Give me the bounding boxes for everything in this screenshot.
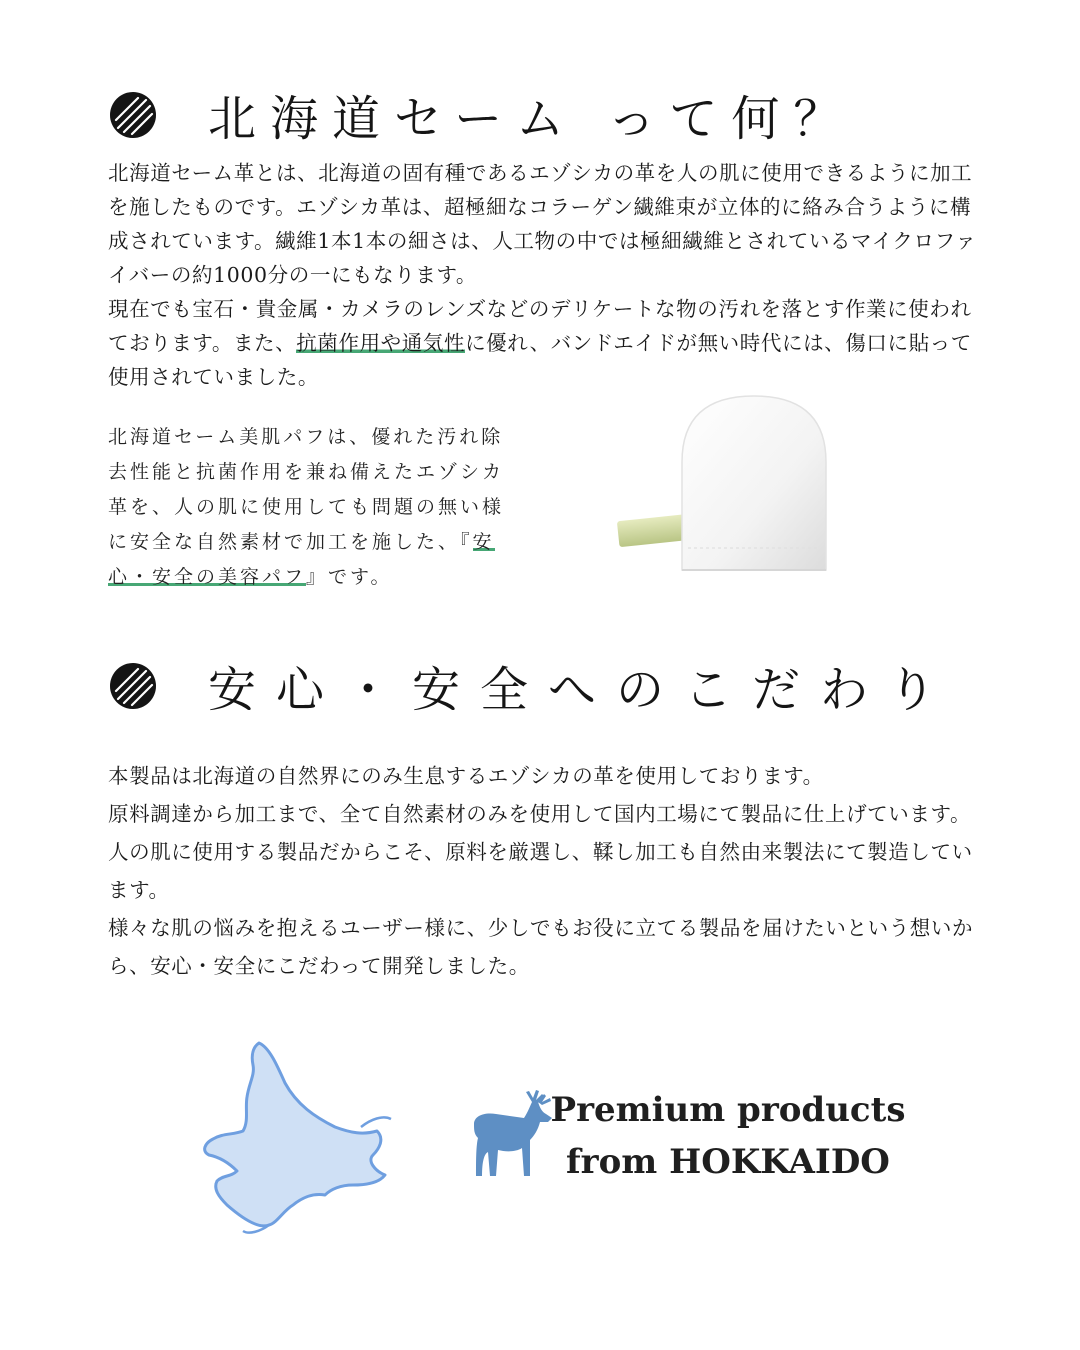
section1-heading: [108, 80, 855, 149]
commitment-line-4: 様々な肌の悩みを抱えるユーザー様に、少しでもお役に立てる製品を届けたいという想いから、安心・安全にこだわって開発しました。: [108, 916, 974, 978]
intro-paragraph-1: 北海道セーム革とは、北海道の固有種であるエゾシカの革を人の肌に使用できるように加工を施したものです。エゾシカ革は、超極細なコラーゲン繊維束が立体的に絡み合うように構成されています。繊維1本1本の細さは、人工物の中では極細繊維とされているマイクロファイバーの約1000分の一にもなります。: [108, 161, 977, 287]
section2-body: [108, 757, 978, 985]
section1-title: 北海道セーム って何？: [208, 91, 856, 147]
section2-title: 安心・安全へのこだわり: [208, 662, 957, 718]
hokkaido-map-illustration: [185, 1035, 400, 1240]
brand-line-2: from HOKKAIDO: [566, 1142, 890, 1182]
section1-intro: [108, 156, 978, 394]
scribble-bullet-icon: [108, 661, 158, 711]
intro-paragraph-2-start: 現在でも宝石・貴金属・カメラのレンズなどのデリケートな物の汚れを落とす作業に使われております。また、: [108, 297, 972, 355]
deer-icon: [466, 1090, 558, 1180]
puff-description: [108, 420, 518, 595]
intro-paragraph-2: [108, 292, 978, 394]
puff-description-start: 北海道セーム美肌パフは、優れた汚れ除去性能と抗菌作用を兼ね備えたエゾシカ革を、人の肌に使用しても問題の無い様に安全な自然素材で加工を施した、『: [108, 426, 505, 553]
commitment-line-3: 人の肌に使用する製品だからこそ、原料を厳選し、鞣し加工も自然由来製法にて製造しています。: [108, 840, 973, 902]
section2-heading: [108, 651, 956, 720]
brand-line-1: Premium products: [550, 1090, 906, 1130]
safe-puff-highlight: 安心・安全の美容パフ: [108, 531, 495, 588]
brand-tagline: [548, 1084, 908, 1188]
beauty-puff-image: [612, 392, 862, 577]
puff-description-end: 』です。: [306, 566, 393, 588]
commitment-line-1: 本製品は北海道の自然界にのみ生息するエゾシカの革を使用しております。: [108, 764, 824, 788]
commitment-line-2: 原料調達から加工まで、全て自然素材のみを使用して国内工場にて製品に仕上げています。: [108, 802, 972, 826]
scribble-bullet-icon: [108, 90, 158, 140]
intro-paragraph-2-end: に優れ、バンドエイドが無い時代には、傷口に貼って使用されていました。: [108, 331, 972, 389]
antibacterial-highlight: 抗菌作用や通気性: [296, 331, 466, 355]
